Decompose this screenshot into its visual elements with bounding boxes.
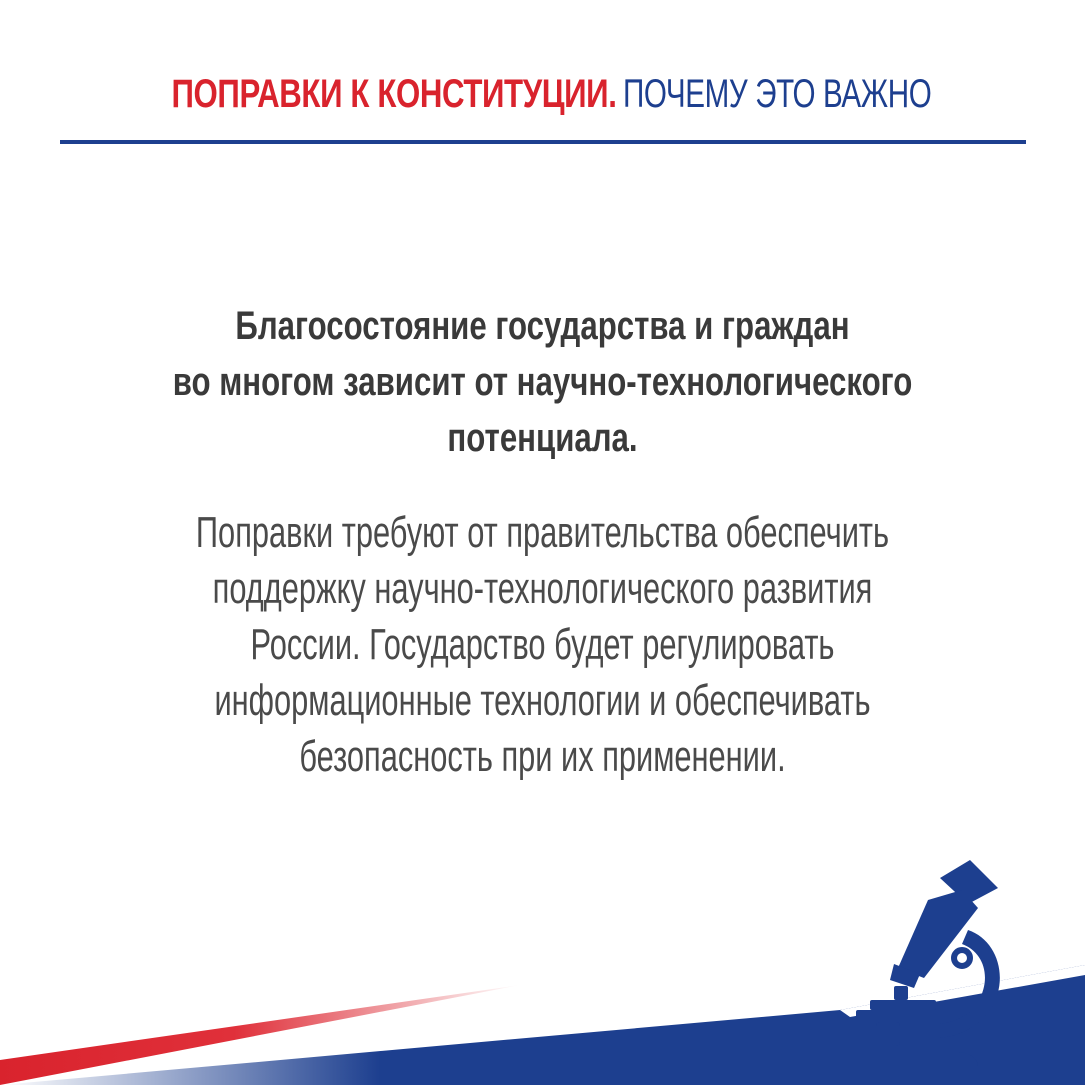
body-line: поддержку научно-технологического развития [212, 564, 873, 613]
body-line: России. Государство будет регулировать [250, 620, 835, 669]
lead-line: потенциала. [447, 416, 638, 460]
body-line: безопасность при их применении. [299, 732, 786, 781]
header-title-blue: ПОЧЕМУ ЭТО ВАЖНО [622, 72, 932, 116]
body-line: Поправки требуют от правительства обеспечить [195, 508, 890, 557]
lead-line: во многом зависит от научно-технологического [172, 360, 913, 404]
microscope-icon [850, 860, 1010, 1070]
lead-line: Благосостояние государства и граждан [235, 304, 850, 348]
header-title-red: ПОПРАВКИ К КОНСТИТУЦИИ. [171, 72, 617, 116]
body-line: информационные технологии и обеспечивать [214, 676, 871, 725]
